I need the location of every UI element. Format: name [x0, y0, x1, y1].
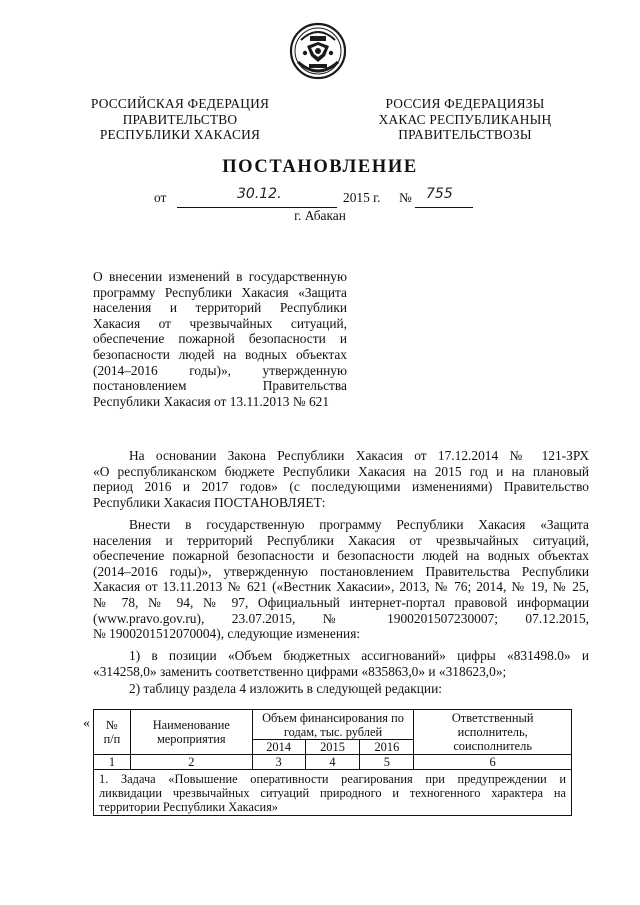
- header-text: Ответственный: [451, 711, 534, 725]
- document-subject: [93, 269, 347, 409]
- coat-of-arms-emblem: [289, 22, 347, 80]
- subject-line: населения и территорий Республики: [93, 300, 347, 316]
- preamble-line: период 2016 и 2017 годов» (с последующими изменениями) Правительство: [93, 479, 589, 495]
- subject-line: О внесении изменений в государственную: [93, 269, 347, 284]
- amendment-item-2: [93, 681, 589, 697]
- header-text: Наименование: [152, 718, 230, 732]
- subject-line: Республики Хакасия от 13.11.2013 № 621: [93, 393, 330, 409]
- col-header-name: [130, 710, 252, 755]
- header-text: №: [106, 718, 118, 732]
- amendment-line: (2014–2016 годы)», утвержденную постановлением Правительства Республики: [93, 563, 589, 579]
- amendment-line: населения и территорий Республики Хакасия от чрезвычайных ситуаций,: [93, 532, 589, 548]
- amendment-line: (www.pravo.gov.ru), 23.07.2015, № 1900201507230007; 07.12.2015,: [93, 610, 589, 626]
- subject-line: (2014–2016 годы)», утвержденную: [93, 362, 347, 378]
- amendment-line: № 78, № 94, № 97, Официальный интернет-портал правовой информации: [93, 594, 589, 610]
- year-header: 2016: [360, 740, 414, 755]
- republic-of-khakassia-coat-of-arms-icon: [289, 22, 347, 80]
- item-line: 2) таблицу раздела 4 изложить в следующей редакции:: [129, 681, 442, 696]
- year-header: 2015: [305, 740, 360, 755]
- index-cell: 3: [252, 755, 305, 770]
- handwritten-date: 30.12.: [237, 186, 282, 202]
- subject-line: обеспечение пожарной безопасности и: [93, 331, 347, 347]
- preamble-line: На основании Закона Республики Хакасия от 17.12.2014 № 121-ЗРХ: [129, 448, 589, 463]
- header-text: годам, тыс. рублей: [283, 724, 383, 739]
- date-year: 2015 г.: [343, 190, 381, 205]
- program-table: [93, 709, 572, 816]
- header-text: п/п: [103, 732, 121, 746]
- header-right-line: ПРАВИТЕЛЬСТВОЗЫ: [398, 127, 532, 142]
- header-left-line: ПРАВИТЕЛЬСТВО: [122, 111, 238, 127]
- header-text: исполнитель,: [457, 725, 528, 739]
- amendment-item-1: [93, 648, 589, 679]
- number-label: №: [399, 190, 412, 205]
- amendment-line: Внести в государственную программу Республики Хакасия «Защита: [129, 517, 589, 532]
- col-header-responsible: [414, 710, 572, 755]
- item-line: «314258,0» заменить соответственно цифрами «835863,0» и «318623,0»;: [93, 663, 507, 679]
- subject-line: постановлением Правительства: [93, 378, 347, 394]
- amendment-line: № 1900201512070004), следующие изменения:: [93, 626, 361, 642]
- subject-line: программу Республики Хакасия «Защита: [93, 284, 347, 300]
- amendment-line: Хакасия от 13.11.2013 № 621 («Вестник Хакасии», 2013, № 76; 2014, № 19, № 25,: [93, 579, 589, 595]
- preamble-line: Республики Хакасия ПОСТАНОВЛЯЕТ:: [93, 494, 326, 510]
- header-text: мероприятия: [156, 732, 226, 746]
- task-line: ликвидации чрезвычайных ситуаций природного и техногенного характера на: [99, 786, 566, 800]
- subject-line: безопасности людей на водных объектах: [93, 346, 347, 362]
- item-line: 1) в позиции «Объем бюджетных ассигнований» цифры «831498.0» и: [129, 648, 589, 663]
- task-cell: [94, 770, 572, 816]
- preamble-line: «О республиканском бюджете Республики Хакасия на 2015 год и на плановый: [93, 463, 589, 479]
- year-header: 2014: [252, 740, 305, 755]
- table-row: [94, 770, 572, 816]
- table-index-row: [94, 755, 572, 770]
- header-text: соисполнитель: [453, 739, 532, 753]
- index-cell: 4: [305, 755, 360, 770]
- col-header-number: [94, 710, 131, 755]
- header-right-line: РОССИЯ ФЕДЕРАЦИЯЗЫ: [385, 96, 545, 111]
- header-left-line: РОССИЙСКАЯ ФЕДЕРАЦИЯ: [90, 96, 270, 111]
- header-left-russian: [82, 96, 278, 143]
- amendment-paragraph: [93, 517, 589, 642]
- index-cell: 1: [94, 755, 131, 770]
- col-header-funding: [252, 710, 414, 740]
- subject-line: Хакасия от чрезвычайных ситуаций,: [93, 315, 347, 331]
- header-left-line: РЕСПУБЛИКИ ХАКАСИЯ: [99, 127, 261, 142]
- preamble-paragraph: [93, 448, 589, 510]
- task-line: территории Республики Хакасия»: [99, 800, 278, 814]
- document-title: ПОСТАНОВЛЕНИЕ: [222, 157, 418, 177]
- index-cell: 6: [414, 755, 572, 770]
- index-cell: 5: [360, 755, 414, 770]
- index-cell: 2: [130, 755, 252, 770]
- handwritten-number: 755: [426, 186, 453, 202]
- amendment-line: обеспечение пожарной безопасности и безопасности людей на водных объектах: [93, 548, 589, 564]
- city-name: г. Абакан: [294, 208, 346, 223]
- task-line: 1. Задача «Повышение оперативности реагирования при предупреждении и: [99, 772, 566, 786]
- header-right-line: ХАКАС РЕСПУБЛИКАНЫҢ: [378, 111, 552, 127]
- header-text: Объем финансирования по: [262, 710, 404, 725]
- table-open-quote: «: [83, 716, 90, 731]
- header-right-khakas: [364, 96, 566, 143]
- date-from-label: от: [154, 190, 167, 205]
